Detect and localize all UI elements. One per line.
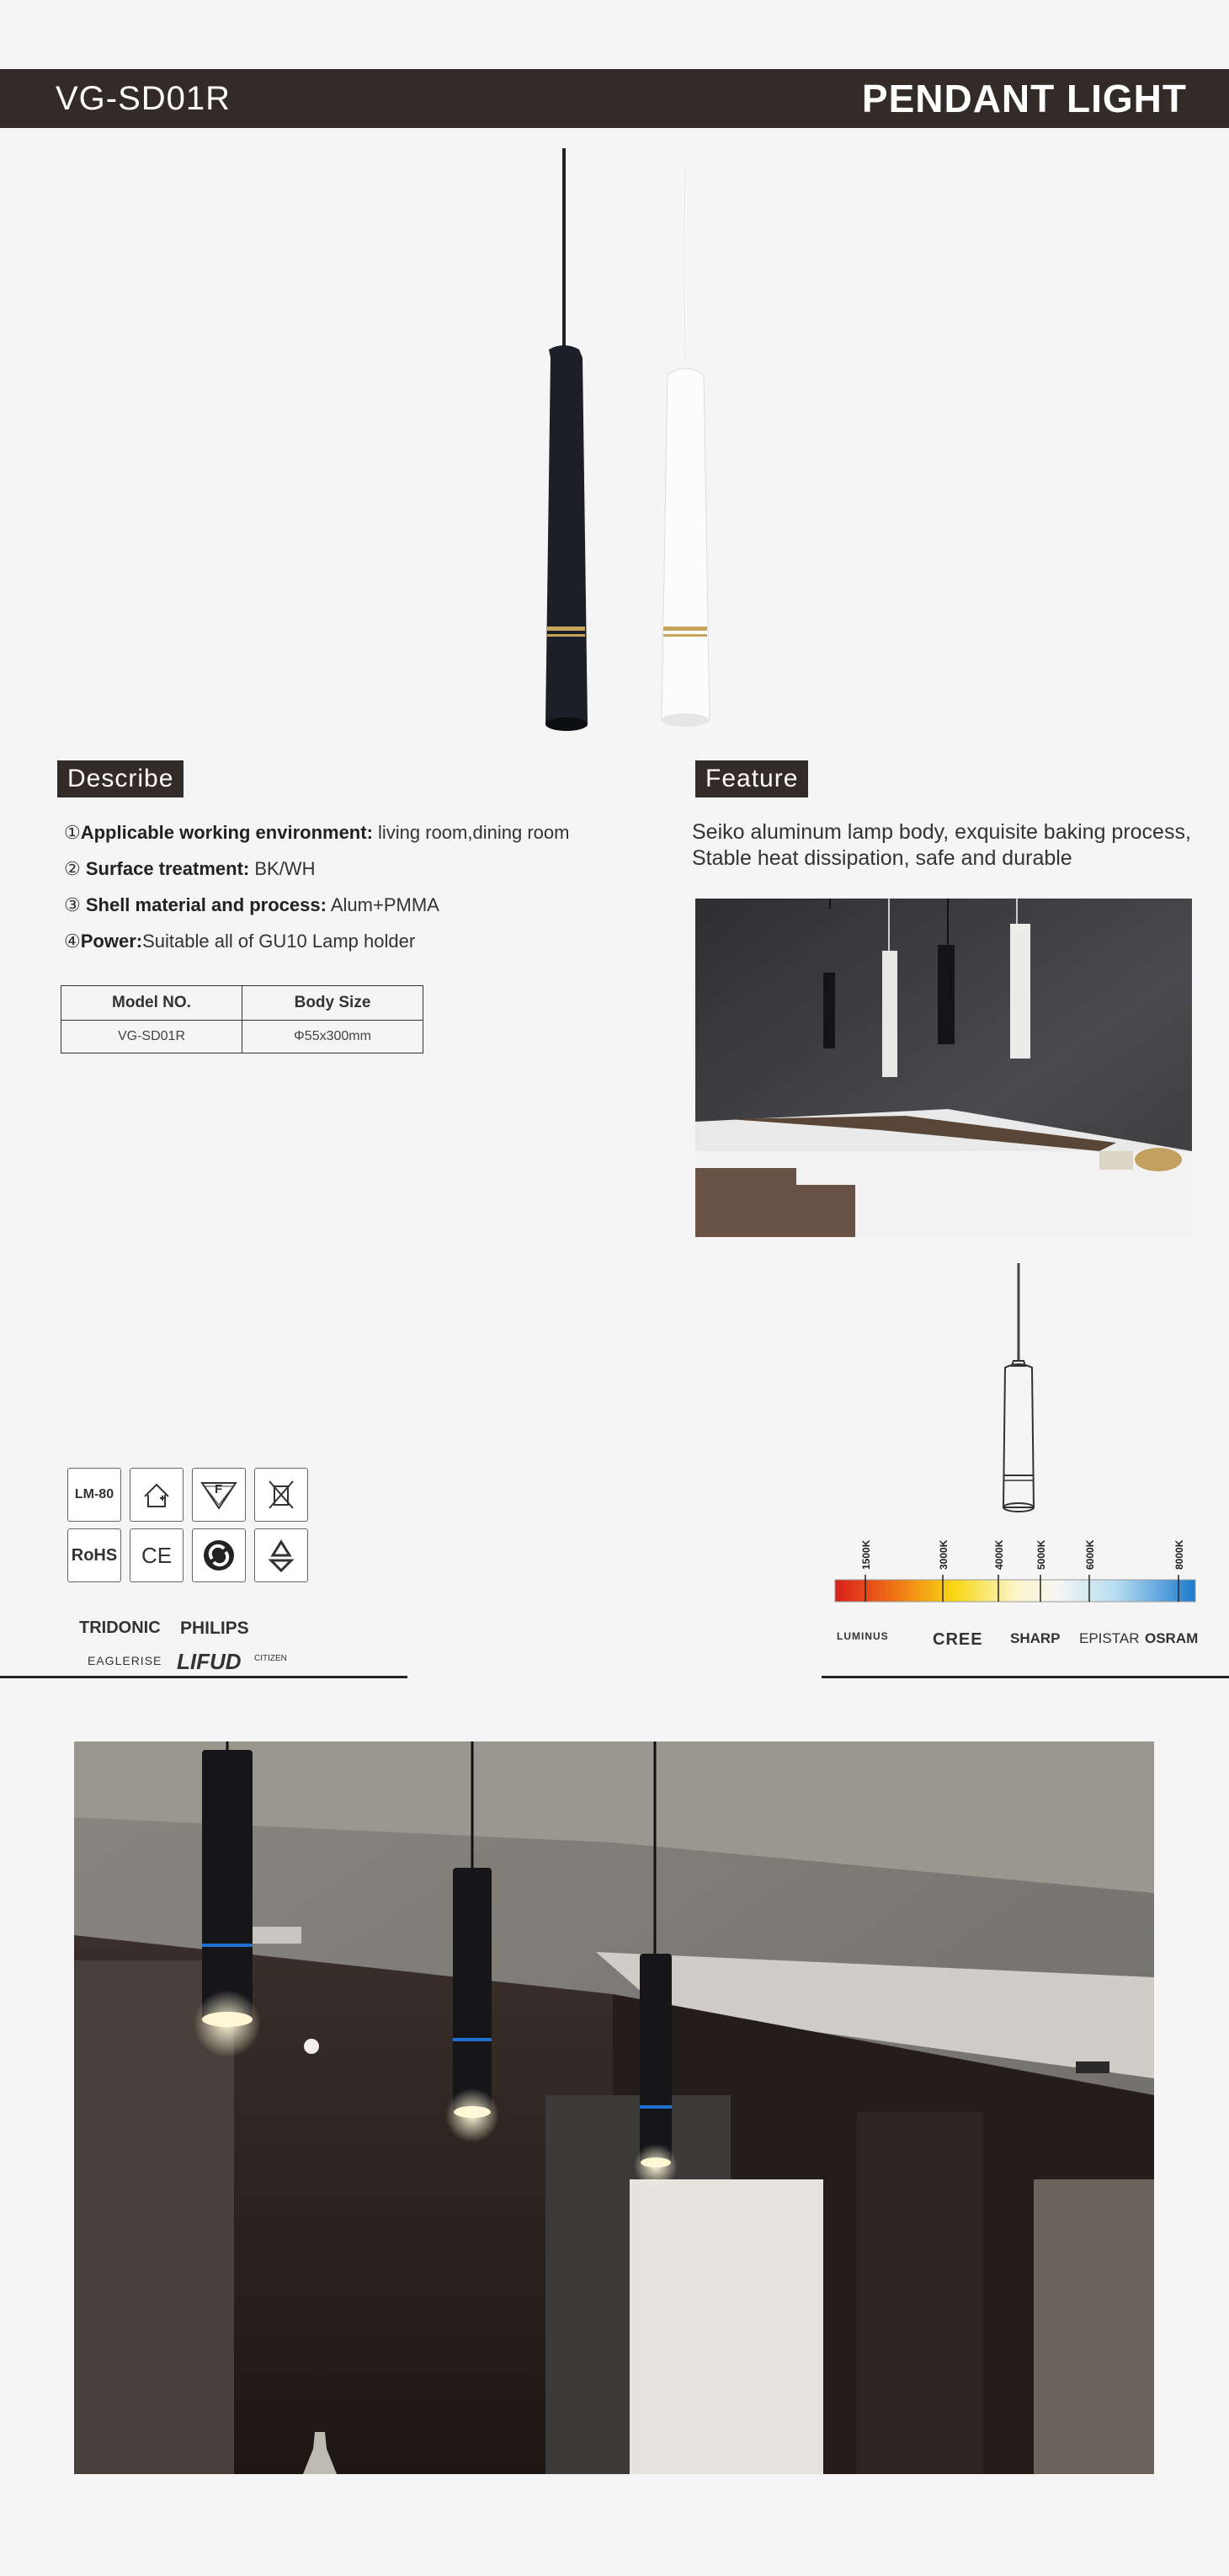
cert-recycle-arrow-icon	[192, 1528, 246, 1582]
color-temp-tick-3000k: 3000K	[938, 1539, 950, 1570]
item-number: ①	[64, 822, 81, 843]
item-value: Suitable all of GU10 Lamp holder	[142, 931, 416, 952]
category-title: PENDANT LIGHT	[861, 77, 1187, 120]
brand-sharp: SHARP	[1010, 1630, 1061, 1646]
item-key: Surface treatment:	[85, 858, 250, 879]
brand-citizen: CITIZEN	[254, 1654, 287, 1663]
feature-text-line: Stable heat dissipation, safe and durable	[692, 846, 1072, 870]
item-value: living room,dining room	[372, 822, 570, 843]
describe-item-power	[64, 931, 415, 952]
model-title: VG-SD01R	[56, 80, 231, 117]
table-header-model: Model NO.	[61, 986, 242, 1021]
cert-weee-bin-icon	[254, 1468, 308, 1522]
left-divider	[0, 1676, 407, 1678]
item-number: ②	[64, 858, 86, 879]
cert-lm80-icon: LM-80	[67, 1468, 121, 1522]
item-value: BK/WH	[249, 858, 316, 879]
cert-f-letter: F	[215, 1482, 223, 1496]
item-number: ④	[64, 931, 81, 952]
pendant-line-drawing	[993, 1261, 1044, 1516]
item-key: Power:	[80, 931, 143, 952]
item-key: Shell material and process:	[85, 894, 327, 915]
color-temp-tick-1500k: 1500K	[860, 1539, 872, 1570]
brand-osram: OSRAM	[1145, 1630, 1199, 1646]
color-temp-tick-6000k: 6000K	[1084, 1539, 1096, 1570]
spec-table	[61, 985, 423, 1053]
describe-item-environment	[64, 822, 569, 844]
brand-philips: PHILIPS	[180, 1619, 249, 1638]
cert-f-mark-icon	[192, 1468, 246, 1522]
item-number: ③	[64, 894, 86, 915]
describe-item-material	[64, 894, 439, 916]
table-header-size: Body Size	[242, 986, 423, 1021]
cert-rohs-icon: RoHS	[67, 1528, 121, 1582]
brand-luminus: LUMINUS	[837, 1630, 889, 1642]
color-temperature-bar	[833, 1575, 1197, 1608]
feature-scene-photo	[695, 899, 1192, 1237]
table-row	[61, 1021, 423, 1053]
describe-item-surface	[64, 858, 315, 880]
feature-text-line: Seiko aluminum lamp body, exquisite baking process,	[692, 820, 1191, 844]
brand-cree: CREE	[933, 1630, 983, 1649]
feature-label: Feature	[695, 760, 808, 797]
cert-ce-icon: CE	[130, 1528, 184, 1582]
product-image	[505, 143, 758, 741]
table-header-row	[61, 986, 423, 1021]
cert-recycle-icon	[254, 1528, 308, 1582]
right-divider	[822, 1676, 1229, 1678]
cert-house-icon	[130, 1468, 184, 1522]
color-temp-tick-5000k: 5000K	[1035, 1539, 1047, 1570]
table-cell-size: Φ55x300mm	[242, 1021, 423, 1053]
brand-eaglerise: EAGLERISE	[88, 1654, 162, 1667]
item-value: Alum+PMMA	[326, 894, 439, 915]
color-temp-tick-4000k: 4000K	[993, 1539, 1005, 1570]
item-key: Applicable working environment:	[80, 822, 373, 843]
color-temp-tick-8000k: 8000K	[1173, 1539, 1185, 1570]
bottom-scene-photo	[74, 1741, 1154, 2474]
table-cell-model: VG-SD01R	[61, 1021, 242, 1053]
describe-label: Describe	[57, 760, 184, 797]
brand-tridonic: TRIDONIC	[79, 1619, 161, 1637]
brand-lifud: LIFUD	[177, 1649, 242, 1674]
brand-epistar: EPISTAR	[1079, 1630, 1140, 1646]
